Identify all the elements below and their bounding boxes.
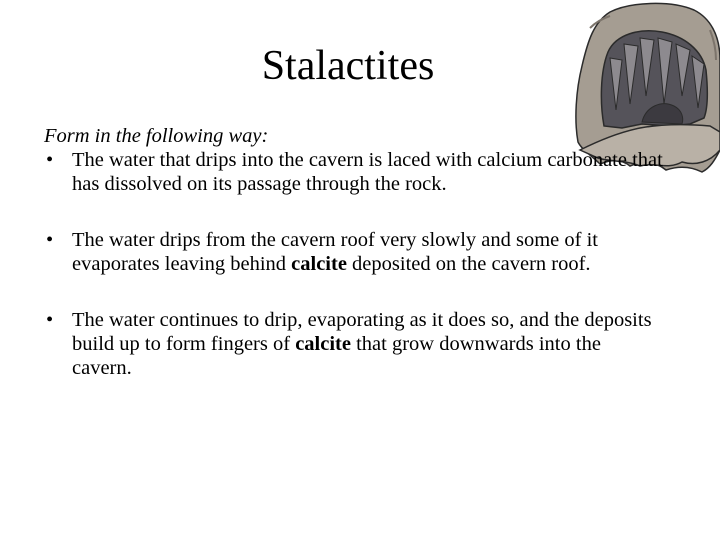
bullet-list bbox=[44, 148, 664, 380]
bullet-marker: • bbox=[46, 309, 54, 331]
intro-line: Form in the following way: bbox=[44, 125, 269, 147]
slide-body bbox=[44, 124, 664, 412]
bullet-marker: • bbox=[46, 149, 54, 171]
slide-title: Stalactites bbox=[261, 43, 435, 89]
bold-term: calcite bbox=[291, 253, 347, 275]
bullet-text: deposited on the cavern roof. bbox=[346, 253, 591, 275]
bullet-item bbox=[44, 228, 664, 276]
bullet-text: The water drips from the cavern roof very slowly and some of it evaporates leaving behind bbox=[72, 229, 599, 275]
bullet-text: The water continues to drip, evaporating as it does so, and the deposits build up to form fingers of bbox=[72, 309, 652, 355]
bold-term: calcite bbox=[295, 333, 351, 355]
bullet-item bbox=[44, 308, 664, 380]
bullet-marker: • bbox=[46, 229, 54, 251]
bullet-item bbox=[44, 148, 664, 196]
bullet-text: that grow downwards into the cavern. bbox=[72, 333, 601, 379]
bullet-text: The water that drips into the cavern is laced with calcium carbonate that has dissolved on its passage through the rock. bbox=[72, 149, 663, 195]
